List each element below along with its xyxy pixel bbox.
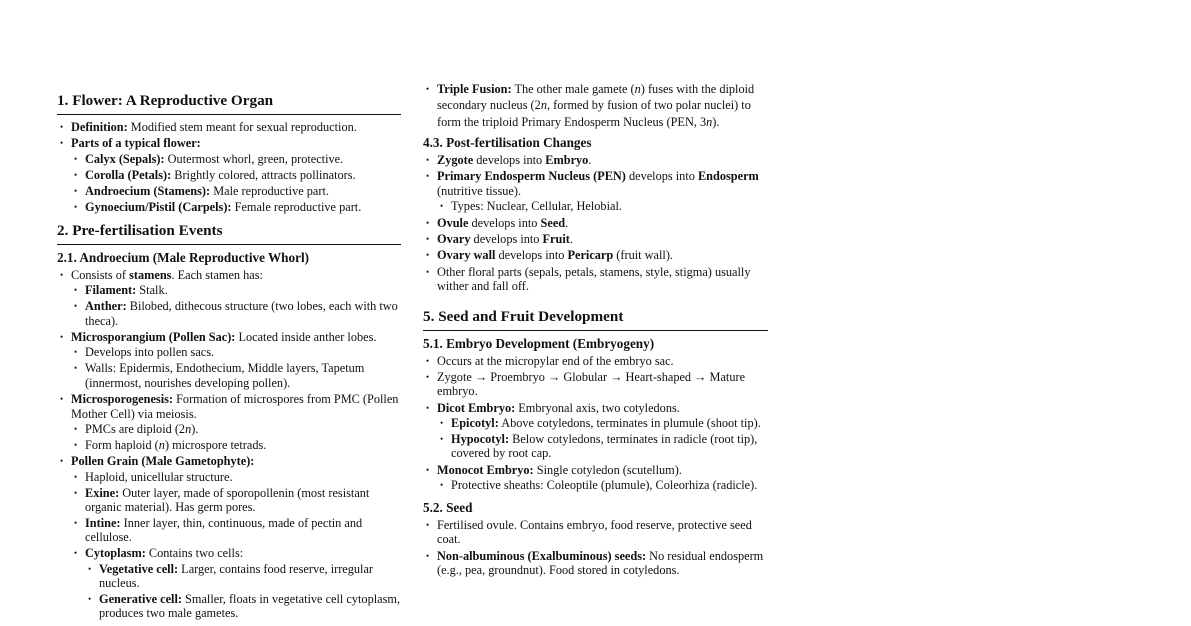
list-item: • Consists of stamens. Each stamen has: • Filament: Stalk. • Anther: Bilobed, dithecous structure (two lobes, each with two theca). (57, 268, 401, 328)
flower-list (57, 120, 401, 214)
left-column (57, 0, 401, 623)
list-item: • Pollen Grain (Male Gametophyte): • Haploid, unicellular structure. • Exine: Outer layer, made of sporopollenin (most resistant organic material). Has germ pores. • Intine: Inner layer, thin, continuous, made of pectin and cellulose. • Cytoplasm: Contains two cells: • Vegetative cell: Larger, contains food reserve, irregular nucleus. • Generative cell: Smaller, floats in vegetative cell cytoplasm, produces two male gametes. (57, 454, 401, 620)
list-item: • Fertilised ovule. Contains embryo, food reserve, protective seed coat. (423, 518, 768, 547)
list-item: • Androecium (Stamens): Male reproductive part. (71, 184, 401, 198)
list-item: • Gynoecium/Pistil (Carpels): Female reproductive part. (71, 200, 401, 214)
list-item: • Vegetative cell: Larger, contains food reserve, irregular nucleus. (85, 562, 401, 591)
list-item: • Intine: Inner layer, thin, continuous, made of pectin and cellulose. (71, 516, 401, 545)
list-item: • Form haploid (n) microspore tetrads. (71, 438, 401, 452)
list-item: • Microsporogenesis: Formation of microspores from PMC (Pollen Mother Cell) via meiosis. • PMCs are diploid (2n). • Form haploid (n) microspore tetrads. (57, 392, 401, 452)
list-item: • Types: Nuclear, Cellular, Helobial. (437, 199, 768, 213)
list-item: • Other floral parts (sepals, petals, stamens, style, stigma) usually wither and fall off. (423, 265, 768, 294)
section-1-heading: 1. Flower: A Reproductive Organ (57, 92, 401, 115)
section-4-3-heading: 4.3. Post-fertilisation Changes (423, 134, 592, 150)
list-item: • Non-albuminous (Exalbuminous) seeds: No residual endosperm (e.g., pea, groundnut). Food stored in cotyledons. (423, 549, 768, 578)
list-item: • Generative cell: Smaller, floats in vegetative cell cytoplasm, produces two male gametes. (85, 592, 401, 621)
section-5-2-heading: 5.2. Seed (423, 499, 473, 515)
list-item: • Develops into pollen sacs. (71, 345, 401, 359)
list-item: • Haploid, unicellular structure. (71, 470, 401, 484)
androecium-list (57, 268, 401, 621)
list-item: • Hypocotyl: Below cotyledons, terminates in radicle (root tip), covered by root cap. (437, 432, 768, 461)
list-item: • Occurs at the micropylar end of the embryo sac. (423, 354, 768, 368)
list-item: • Monocot Embryo: Single cotyledon (scutellum). • Protective sheaths: Coleoptile (plumule), Coleorhiza (radicle). (423, 463, 768, 493)
list-item: • Ovary wall develops into Pericarp (fruit wall). (423, 248, 768, 262)
list-item: • Ovule develops into Seed. (423, 216, 768, 230)
list-item: • Anther: Bilobed, dithecous structure (two lobes, each with two theca). (71, 299, 401, 328)
list-item: • Primary Endosperm Nucleus (PEN) develops into Endosperm (nutritive tissue). • Types: Nuclear, Cellular, Helobial. (423, 169, 768, 213)
list-item: • Exine: Outer layer, made of sporopollenin (most resistant organic material). Has germ pores. (71, 486, 401, 515)
embryo-list (423, 354, 768, 493)
section-2-1-heading: 2.1. Androecium (Male Reproductive Whorl) (57, 249, 310, 265)
right-column (423, 0, 768, 579)
post-fertilisation-list (423, 153, 768, 294)
list-item: • Zygote → Proembryo → Globular → Heart-shaped → Mature embryo. (423, 370, 768, 399)
list-item: • Ovary develops into Fruit. (423, 232, 768, 246)
fusion-list (423, 81, 768, 130)
list-item: • Definition: Modified stem meant for sexual reproduction. (57, 120, 401, 134)
seed-list (423, 518, 768, 578)
list-item: • Dicot Embryo: Embryonal axis, two cotyledons. • Epicotyl: Above cotyledons, terminates in plumule (shoot tip). • Hypocotyl: Below cotyledons, terminates in radicle (root tip), covered by root cap. (423, 401, 768, 461)
list-item: • Zygote develops into Embryo. (423, 153, 768, 167)
list-item: • Filament: Stalk. (71, 283, 401, 297)
list-item: • Cytoplasm: Contains two cells: • Vegetative cell: Larger, contains food reserve, irregular nucleus. • Generative cell: Smaller, floats in vegetative cell cytoplasm, produces two male gametes. (71, 546, 401, 621)
list-item: • Protective sheaths: Coleoptile (plumule), Coleorhiza (radicle). (437, 478, 768, 492)
list-item: • PMCs are diploid (2n). (71, 422, 401, 436)
list-item: • Parts of a typical flower: • Calyx (Sepals): Outermost whorl, green, protective. • Corolla (Petals): Brightly colored, attracts pollinators. • Androecium (Stamens): Male reproductive part. • Gynoecium/Pistil (Carpels): Female reproductive part. (57, 136, 401, 214)
section-2-heading: 2. Pre-fertilisation Events (57, 222, 401, 245)
section-5-heading: 5. Seed and Fruit Development (423, 308, 768, 331)
list-item: • Calyx (Sepals): Outermost whorl, green, protective. (71, 152, 401, 166)
list-item: • Corolla (Petals): Brightly colored, attracts pollinators. (71, 168, 401, 182)
section-5-1-heading: 5.1. Embryo Development (Embryogeny) (423, 335, 655, 351)
list-item: • Microsporangium (Pollen Sac): Located inside anther lobes. • Develops into pollen sacs. • Walls: Epidermis, Endothecium, Middle layers, Tapetum (innermost, nourishes developing pollen). (57, 330, 401, 390)
list-item: • Triple Fusion: The other male gamete (n) fuses with the diploid secondary nucleus (2n, formed by fusion of two polar nuclei) to form the triploid Primary Endosperm Nucleus (PEN, 3n). (423, 81, 768, 130)
list-item: • Epicotyl: Above cotyledons, terminates in plumule (shoot tip). (437, 416, 768, 430)
list-item: • Walls: Epidermis, Endothecium, Middle layers, Tapetum (innermost, nourishes developing pollen). (71, 361, 401, 390)
